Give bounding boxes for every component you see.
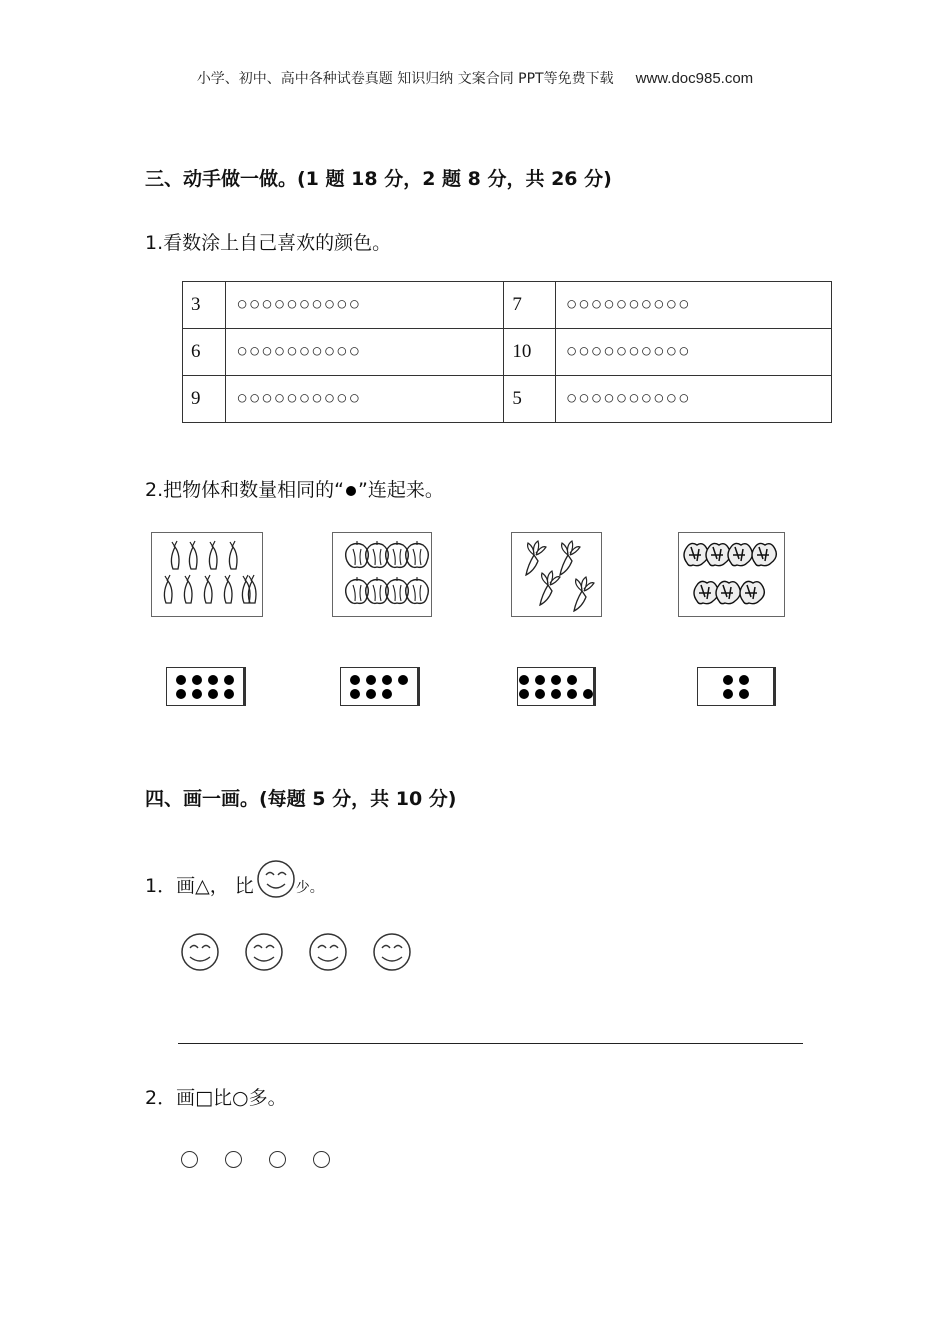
page-header [0, 68, 950, 88]
pepper-icon [406, 577, 429, 603]
dot [739, 675, 749, 685]
circle-row-left[interactable]: ○○○○○○○○○○ [226, 282, 504, 329]
cabbage-icon [752, 543, 776, 565]
dot-card-3[interactable] [517, 667, 596, 706]
cabbage-icon [740, 581, 764, 603]
dot-group [350, 675, 408, 699]
smiley-face-icon [372, 932, 412, 972]
row-number-right: 10 [504, 329, 556, 376]
dot [224, 689, 234, 699]
circle-row-right[interactable]: ○○○○○○○○○○ [555, 376, 831, 423]
dot-group [519, 675, 593, 699]
row-number-left: 3 [183, 282, 226, 329]
dot [583, 689, 593, 699]
dot [176, 689, 186, 699]
pepper-icon [386, 577, 409, 603]
carrot-icon [171, 541, 179, 569]
draw-question-1-prefix: 1．画△， 比 [145, 875, 254, 897]
header-text: 小学、初中、高中各种试卷真题 知识归纳 文案合同 PPT等免费下载 [196, 71, 614, 87]
dot [366, 689, 376, 699]
dot [535, 689, 545, 699]
draw-question-1-suffix: 少。 [295, 880, 324, 896]
draw-question-2: 2．画□比○多。 [145, 1087, 287, 1109]
picture-box-carrots[interactable] [151, 532, 263, 617]
picture-box-cabbages[interactable] [678, 532, 785, 617]
header-url[interactable]: www.doc985.com [635, 70, 754, 87]
radish-icon [512, 533, 601, 616]
color-table-row [183, 376, 832, 423]
circle-shape [181, 1151, 198, 1168]
dot [519, 675, 529, 685]
color-table-row [183, 282, 832, 329]
dot [176, 675, 186, 685]
cabbage-icon [728, 543, 752, 565]
circle-row-left[interactable]: ○○○○○○○○○○ [226, 329, 504, 376]
dot [551, 675, 561, 685]
dot [723, 689, 733, 699]
row-number-right: 7 [504, 282, 556, 329]
dot [739, 689, 749, 699]
radish-icon [574, 577, 594, 611]
circle-row-left[interactable]: ○○○○○○○○○○ [226, 376, 504, 423]
cabbage-icon [716, 581, 740, 603]
carrot-icon [164, 575, 172, 603]
circle-shape [225, 1151, 242, 1168]
carrot-icon [229, 541, 237, 569]
dot [192, 689, 202, 699]
cabbage-icon [679, 533, 784, 616]
dot-group [723, 675, 749, 699]
carrot-icon [184, 575, 192, 603]
pepper-icon [406, 541, 429, 567]
section-4-title: 四、画一画。(每题 5 分，共 10 分) [145, 788, 457, 810]
pepper-icon [366, 541, 389, 567]
circle-row-right[interactable]: ○○○○○○○○○○ [555, 282, 831, 329]
carrot-icon [209, 541, 217, 569]
carrot-icon [152, 533, 262, 616]
dot [398, 675, 408, 685]
dot-sample-icon [346, 486, 356, 496]
smiley-row [180, 932, 436, 976]
pepper-icon [333, 533, 431, 616]
dot [208, 675, 218, 685]
smiley-face-icon [256, 858, 296, 900]
picture-box-radishes[interactable] [511, 532, 602, 617]
dot [567, 689, 577, 699]
dot-empty [583, 675, 593, 685]
cabbage-icon [694, 581, 718, 603]
dot [350, 675, 360, 685]
dot-card-1[interactable] [166, 667, 246, 706]
dot [723, 675, 733, 685]
pepper-icon [346, 577, 369, 603]
answer-line[interactable] [178, 1043, 803, 1044]
circle-row-right[interactable]: ○○○○○○○○○○ [555, 329, 831, 376]
dot [192, 675, 202, 685]
row-number-right: 5 [504, 376, 556, 423]
pepper-icon [366, 577, 389, 603]
cabbage-icon [706, 543, 730, 565]
pepper-icon [346, 541, 369, 567]
dot-card-4[interactable] [697, 667, 776, 706]
radish-icon [540, 571, 560, 605]
radish-icon [526, 541, 546, 575]
row-number-left: 9 [183, 376, 226, 423]
row-number-left: 6 [183, 329, 226, 376]
cabbage-icon [684, 543, 708, 565]
picture-box-peppers[interactable] [332, 532, 432, 617]
question-2-suffix: ”连起来。 [357, 479, 444, 501]
dot [551, 689, 561, 699]
color-table [182, 281, 832, 423]
dot [224, 675, 234, 685]
carrot-icon [189, 541, 197, 569]
question-2-prefix: 2.把物体和数量相同的“ [145, 479, 344, 501]
carrot-icon [204, 575, 212, 603]
dot [366, 675, 376, 685]
question-2-text [145, 475, 444, 502]
circle-shape [269, 1151, 286, 1168]
dot [382, 689, 392, 699]
dot [567, 675, 577, 685]
smiley-face-icon [244, 932, 284, 972]
smiley-face-icon [308, 932, 348, 972]
dot [382, 675, 392, 685]
draw-question-1 [145, 858, 324, 900]
dot-empty [398, 689, 408, 699]
circle-shape [313, 1151, 330, 1168]
dot [519, 689, 529, 699]
section-3-title: 三、动手做一做。(1 题 18 分，2 题 8 分，共 26 分) [145, 168, 612, 190]
dot-group [176, 675, 234, 699]
dot [350, 689, 360, 699]
circle-row [181, 1151, 357, 1172]
question-1-text: 1.看数涂上自己喜欢的颜色。 [145, 232, 392, 254]
dot [535, 675, 545, 685]
carrot-icon [224, 575, 232, 603]
color-table-row [183, 329, 832, 376]
radish-icon [560, 541, 580, 575]
dot [208, 689, 218, 699]
dot-card-2[interactable] [340, 667, 420, 706]
pepper-icon [386, 541, 409, 567]
smiley-face-icon [180, 932, 220, 972]
